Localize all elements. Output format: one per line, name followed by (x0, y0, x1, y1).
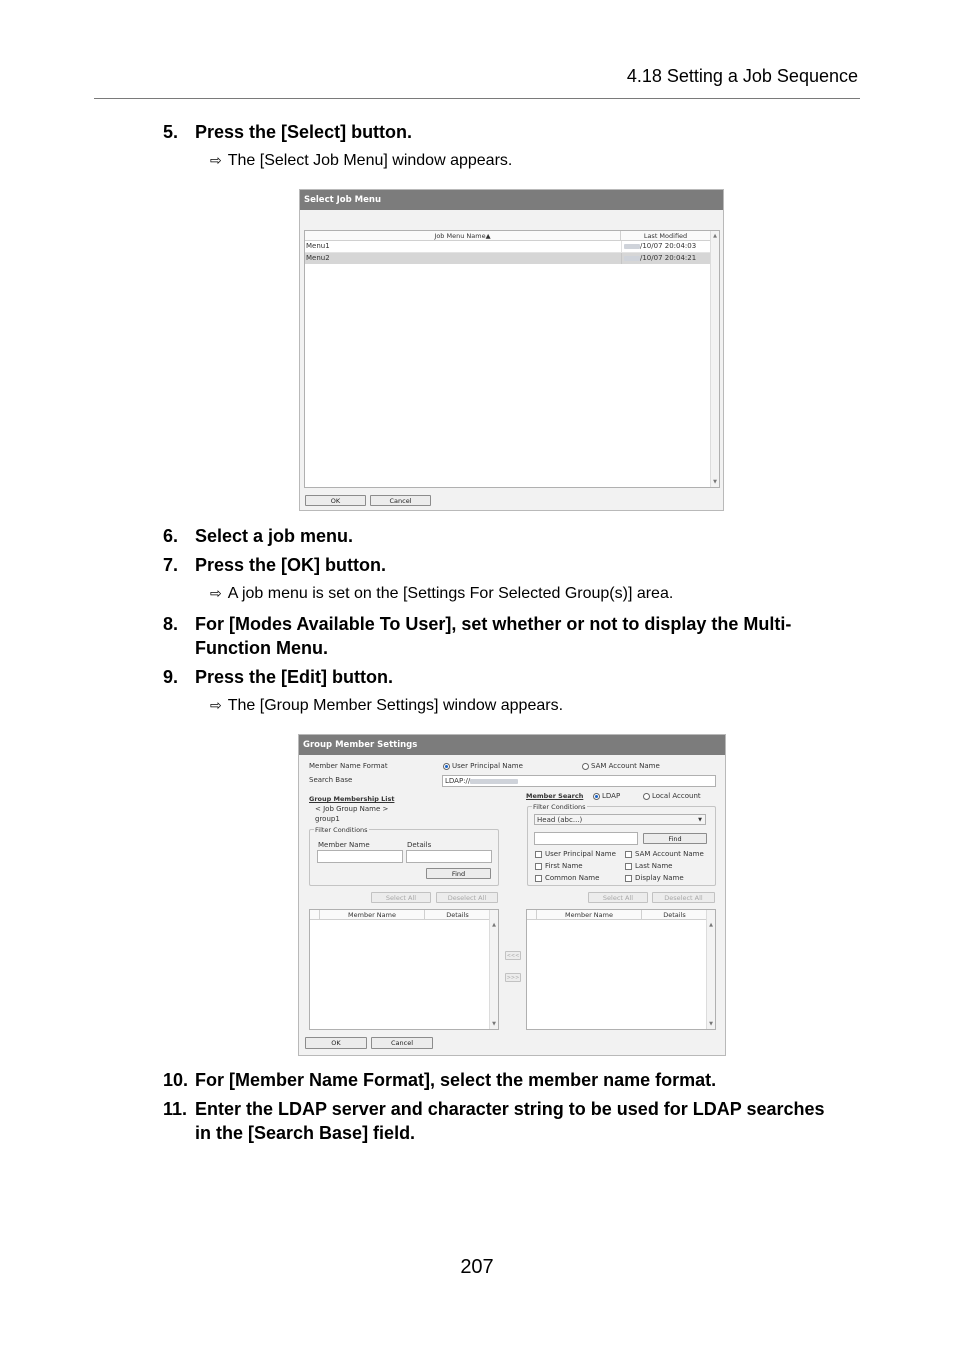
right-find-button[interactable]: Find (643, 833, 707, 844)
checkbox-icon (625, 875, 632, 882)
step-number: 8. (163, 614, 179, 634)
member-name-label: Member Name (318, 841, 370, 849)
checkbox-label: First Name (545, 862, 583, 870)
step-9-result (210, 695, 563, 716)
running-header: 4.18 Setting a Job Sequence (626, 66, 858, 86)
checkbox-icon (625, 851, 632, 858)
scroll-up-icon[interactable]: ▲ (492, 922, 496, 928)
chk-user-principal-name[interactable] (535, 850, 616, 858)
local-account-radio[interactable] (643, 792, 701, 800)
checkbox-label: SAM Account Name (635, 850, 704, 858)
col-details[interactable]: Details (642, 910, 708, 920)
checkbox-label: Display Name (635, 874, 684, 882)
step-number: 9. (163, 667, 179, 687)
radio-selected-icon (593, 793, 600, 800)
member-search-input[interactable] (534, 832, 638, 845)
ldap-radio[interactable] (593, 792, 620, 800)
dropdown-value: Head (abc...) (537, 816, 583, 824)
redacted-server (470, 779, 518, 784)
cancel-button[interactable]: Cancel (370, 495, 431, 506)
radio-label: User Principal Name (452, 762, 523, 770)
step-number: 5. (163, 122, 179, 142)
move-right-button[interactable]: >>> (506, 975, 520, 981)
cancel-button[interactable]: Cancel (371, 1037, 433, 1049)
menu-name: Menu1 (306, 242, 330, 250)
col-member-name[interactable]: Member Name (537, 910, 642, 920)
result-text: The [Group Member Settings] window appears. (227, 697, 564, 714)
radio-label: SAM Account Name (591, 762, 660, 770)
redacted-year (624, 244, 640, 249)
move-left-button[interactable]: <<< (506, 953, 520, 959)
step-7-result (210, 583, 673, 604)
search-base-input[interactable] (442, 775, 716, 787)
vertical-scrollbar[interactable] (489, 910, 498, 1029)
result-text: The [Select Job Menu] window appears. (227, 152, 513, 169)
search-base-label: Search Base (309, 776, 353, 784)
step-text: Press the [Edit] button. (195, 667, 393, 687)
table-row-selected[interactable] (305, 253, 712, 264)
member-name-format-label: Member Name Format (309, 762, 388, 770)
scroll-down-icon[interactable]: ▼ (709, 1021, 713, 1027)
filter-legend: Filter Conditions (315, 826, 368, 834)
radio-icon (643, 793, 650, 800)
member-search-table (526, 909, 716, 1030)
format-sam-radio[interactable] (582, 762, 660, 770)
right-filter-conditions (527, 803, 716, 886)
chk-sam-account-name[interactable] (625, 850, 704, 858)
right-deselect-all-button[interactable]: Deselect All (652, 892, 715, 903)
col-check[interactable] (527, 910, 537, 920)
last-modified-cell (621, 253, 696, 264)
col-check[interactable] (310, 910, 320, 920)
scroll-down-icon[interactable]: ▼ (713, 479, 717, 485)
radio-label: LDAP (602, 792, 621, 800)
checkbox-label: Common Name (545, 874, 600, 882)
window-title: Group Member Settings (299, 735, 725, 755)
step-text: For [Member Name Format], select the member name format. (195, 1070, 717, 1090)
col-job-menu-name[interactable]: Job Menu Name▲ (305, 231, 621, 241)
scroll-up-icon[interactable]: ▲ (713, 233, 717, 239)
result-arrow-icon: ⇨ (210, 152, 222, 168)
details-input[interactable] (406, 850, 492, 863)
chk-last-name[interactable] (625, 862, 672, 870)
group-membership-table (309, 909, 499, 1030)
radio-icon (582, 763, 589, 770)
group-member-settings-window (298, 734, 726, 1056)
filter-legend: Filter Conditions (533, 803, 586, 811)
ok-button[interactable]: OK (305, 1037, 367, 1049)
checkbox-icon (535, 875, 542, 882)
job-group-name: < Job Group Name > (315, 805, 389, 813)
last-modified: /10/07 20:04:21 (640, 254, 697, 262)
result-arrow-icon: ⇨ (210, 585, 222, 601)
redacted-year (624, 256, 640, 261)
header-rule (94, 98, 860, 99)
group-name: group1 (315, 815, 340, 823)
window-title: Select Job Menu (300, 190, 723, 210)
menu-name: Menu2 (306, 254, 330, 262)
col-member-name[interactable]: Member Name (320, 910, 425, 920)
chk-display-name[interactable] (625, 874, 684, 882)
vertical-scrollbar[interactable] (710, 231, 719, 487)
step-5-result (210, 150, 512, 171)
page-number: 207 (460, 1256, 494, 1278)
last-modified: /10/07 20:04:03 (640, 242, 697, 250)
filter-dropdown[interactable] (534, 814, 706, 825)
checkbox-label: User Principal Name (545, 850, 616, 858)
left-filter-conditions (309, 826, 499, 886)
step-number: 11. (163, 1099, 188, 1119)
left-deselect-all-button[interactable]: Deselect All (436, 892, 498, 903)
radio-selected-icon (443, 763, 450, 770)
vertical-scrollbar[interactable] (706, 910, 715, 1029)
left-find-button[interactable]: Find (426, 868, 491, 879)
step-number: 6. (163, 526, 179, 546)
scroll-up-icon[interactable]: ▲ (709, 922, 713, 928)
step-text: Select a job menu. (195, 526, 354, 546)
step-text: Press the [Select] button. (195, 122, 413, 142)
member-search-heading: Member Search (526, 792, 584, 800)
result-arrow-icon: ⇨ (210, 697, 222, 713)
member-name-input[interactable] (317, 850, 403, 863)
search-base-value: LDAP:// (445, 777, 471, 785)
table-row[interactable] (305, 241, 712, 253)
result-text: A job menu is set on the [Settings For Selected Group(s)] area. (227, 585, 674, 602)
step-number: 7. (163, 555, 179, 575)
ok-button[interactable]: OK (305, 495, 366, 506)
chevron-down-icon: ▼ (698, 817, 702, 823)
checkbox-label: Last Name (635, 862, 673, 870)
col-details[interactable]: Details (425, 910, 491, 920)
chk-first-name[interactable] (535, 862, 583, 870)
step-text: For [Modes Available To User], set whether or not to display the Multi-Function Menu. (195, 614, 792, 658)
checkbox-icon (535, 863, 542, 870)
select-job-menu-window (299, 189, 724, 511)
checkbox-icon (625, 863, 632, 870)
last-modified-cell (621, 241, 696, 252)
step-number: 10. (163, 1070, 189, 1090)
job-menu-table (304, 230, 720, 488)
right-select-all-button[interactable]: Select All (588, 892, 648, 903)
col-last-modified[interactable]: Last Modified (621, 231, 711, 241)
radio-label: Local Account (652, 792, 701, 800)
checkbox-icon (535, 851, 542, 858)
chk-common-name[interactable] (535, 874, 599, 882)
scroll-down-icon[interactable]: ▼ (492, 1021, 496, 1027)
step-text: Enter the LDAP server and character string to be used for LDAP searches in the [Search Base] field. (195, 1099, 825, 1143)
group-membership-list-heading: Group Membership List (309, 795, 395, 803)
step-text: Press the [OK] button. (195, 555, 387, 575)
format-user-principal-radio[interactable] (443, 762, 523, 770)
left-select-all-button[interactable]: Select All (371, 892, 431, 903)
details-label: Details (407, 841, 432, 849)
